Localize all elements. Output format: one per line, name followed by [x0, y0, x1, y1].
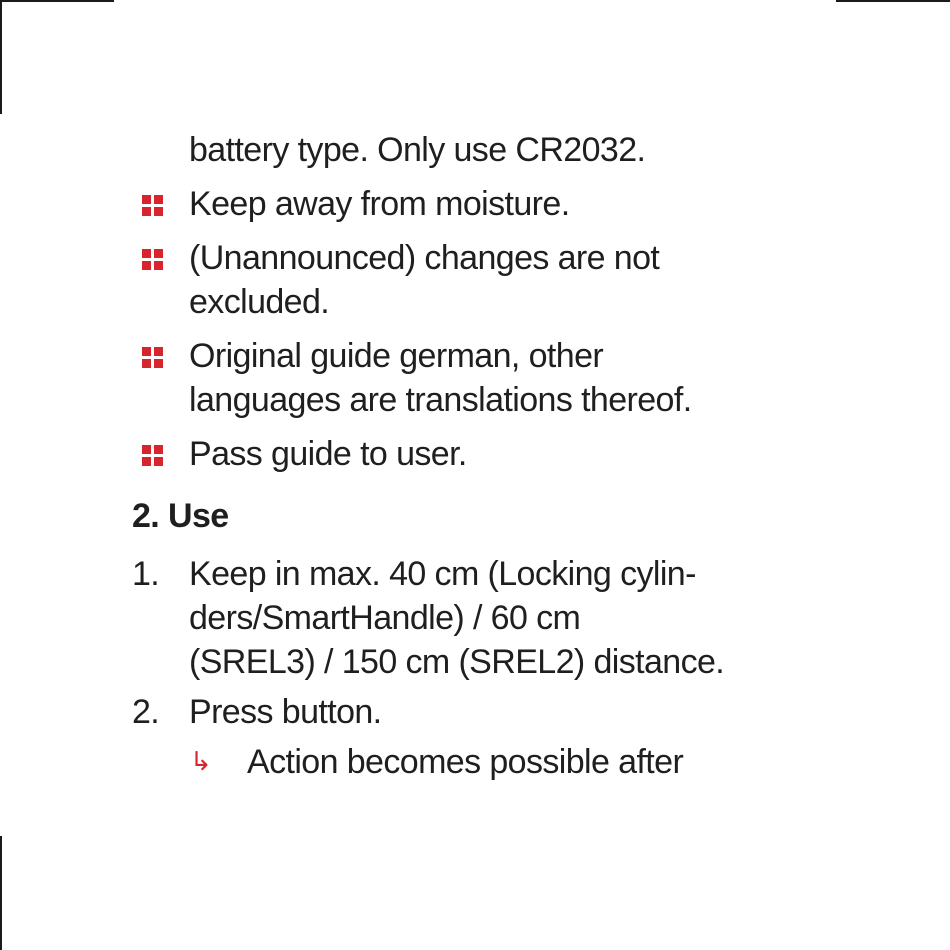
bullet-item-changes [132, 236, 832, 324]
red-square-bullet-icon [142, 249, 163, 270]
bullet-text-line: Keep away from moisture. [189, 185, 570, 223]
crop-mark-bottom-left-vertical [0, 836, 2, 950]
red-square-bullet-icon [142, 347, 163, 368]
red-square-bullet-icon [142, 195, 163, 216]
red-square-bullet-icon [142, 445, 163, 466]
bullet-item-moisture [132, 182, 832, 226]
step-text-line: Keep in max. 40 cm (Locking cylin- [189, 555, 696, 593]
step-text-line: Press button. [189, 693, 382, 731]
step-text-line: (SREL3) / 150 cm (SREL2) distance. [189, 643, 725, 681]
bullet-item-original-guide [132, 334, 832, 422]
bullet-text-line: languages are translations thereof. [189, 381, 692, 419]
bullet-text-line: excluded. [189, 283, 330, 321]
crop-mark-top-left-vertical [0, 0, 2, 114]
result-arrow-icon: ↳ [190, 747, 212, 777]
crop-mark-top-left-horizontal [0, 0, 114, 2]
section-heading-use: 2. Use [132, 497, 229, 535]
crop-mark-top-right-horizontal [836, 0, 950, 2]
continued-text: battery type. Only use CR2032. [189, 131, 646, 169]
bullet-text-line: Pass guide to user. [189, 435, 467, 473]
step-number: 2. [132, 693, 160, 731]
bullet-text-line: (Unannounced) changes are not [189, 239, 660, 277]
step-result [132, 740, 832, 784]
step-text-line: ders/SmartHandle) / 60 cm [189, 599, 581, 637]
result-text: Action becomes possible after [247, 743, 684, 781]
bullet-item-pass-guide [132, 432, 832, 476]
step-number: 1. [132, 555, 160, 593]
step-item-2 [132, 690, 832, 734]
step-item-1 [132, 552, 832, 684]
bullet-text-line: Original guide german, other [189, 337, 604, 375]
manual-page [132, 128, 832, 784]
